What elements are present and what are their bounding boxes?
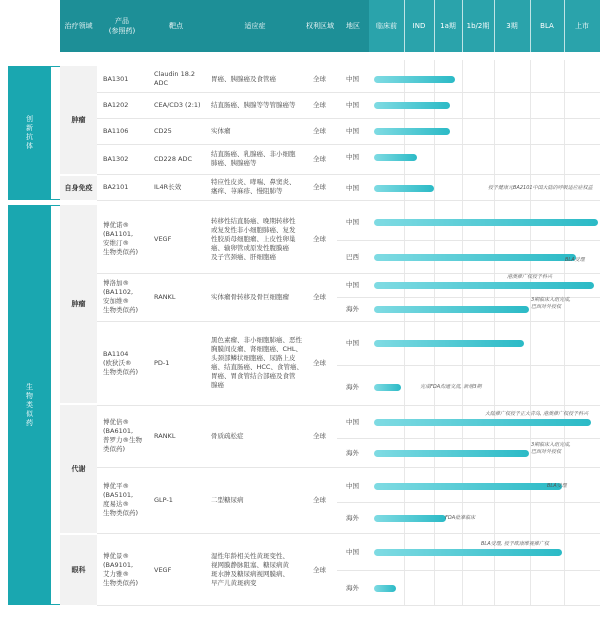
region-label: 中国 (346, 547, 359, 556)
progress-bar (374, 254, 576, 261)
target-name: CD228 ADC (154, 154, 193, 163)
product-name: 博优倍® (BA6101, 普罗力®生物 类似药) (103, 418, 142, 453)
stage-note: 港澳推广权授予科兴 (507, 274, 553, 280)
progress-bar (374, 128, 450, 135)
stage-note: 完成FDA沟通交流, 新增3期 (420, 384, 482, 390)
indication-text: 特应性皮炎、哮喘、鼻窦炎、 瘙痒、荨麻疹、慢阻肺等 (211, 178, 296, 195)
progress-bar (374, 419, 591, 426)
region-label: 海外 (346, 583, 359, 592)
product-name: BA1301 (103, 74, 129, 83)
region-label: 中国 (346, 183, 359, 192)
header-indication: 适应症 (244, 22, 266, 30)
progress-bar (374, 549, 562, 556)
region-label: 中国 (346, 126, 359, 135)
product-name: BA2101 (103, 182, 129, 191)
product-name: BA1104 (欧狄沃® 生物类似药) (103, 349, 139, 376)
indication-text: 二型糖尿病 (211, 495, 244, 504)
region-label: 中国 (346, 338, 359, 347)
category-connector (51, 604, 60, 605)
stage-gridline (494, 60, 495, 605)
progress-bar (374, 185, 434, 192)
target-name: RANKL (154, 431, 176, 440)
stage-gridline (404, 60, 405, 605)
row-separator (97, 321, 600, 322)
sub-row-separator (337, 240, 600, 241)
row-separator (97, 605, 600, 606)
region-label: 中国 (346, 417, 359, 426)
target-name: VEGF (154, 234, 172, 243)
rights-region: 全球 (313, 234, 326, 243)
sub-row-separator (337, 570, 600, 571)
row-separator (97, 144, 600, 145)
progress-bar (374, 515, 446, 522)
row-separator (97, 118, 600, 119)
sub-row-separator (337, 365, 600, 366)
header-stage-divider (494, 0, 495, 52)
rights-region: 全球 (313, 565, 326, 574)
rights-region: 全球 (313, 100, 326, 109)
stage-note: BLA受理 (565, 257, 585, 263)
stage-note: 大陆推广权授予正大青岛, 港澳推广权授予科兴 (485, 411, 589, 417)
target-name: RANKL (154, 292, 176, 301)
target-name: PD-1 (154, 358, 170, 367)
rights-region: 全球 (313, 431, 326, 440)
stage-note: BLA受理, 授予欧康维视推广权 (481, 541, 549, 547)
target-name: CEA/CD3 (2:1) (154, 100, 201, 109)
rights-region: 全球 (313, 358, 326, 367)
product-name: 博优景® (BA9101, 艾力雅® 生物类似药) (103, 552, 139, 587)
progress-bar (374, 306, 529, 313)
target-name: GLP-1 (154, 495, 173, 504)
indication-text: 湿性年龄相关性黄斑变性、 视网膜静脉阻塞、糖尿病黄 斑水肿及糖尿病视网膜病、 早产儿黄斑病变 (211, 552, 289, 587)
header-region: 地区 (346, 22, 360, 30)
product-name: BA1106 (103, 126, 129, 135)
stage-note: FDA批准临床 (445, 515, 476, 521)
area-metabolic: 代谢 (60, 405, 97, 533)
indication-text: 实体瘤 (211, 126, 231, 135)
product-name: BA1302 (103, 154, 129, 163)
stage-note: BLA受理 (547, 483, 567, 489)
header-stage-divider (564, 0, 565, 52)
indication-text: 胃癌、胰腺癌及食管癌 (211, 74, 276, 83)
header-stage-0: 临床前 (369, 0, 404, 52)
progress-bar (374, 219, 598, 226)
region-label: 中国 (346, 280, 359, 289)
header-therapy-area: 治疗领域 (64, 22, 93, 30)
stage-gridline (564, 60, 565, 605)
header-stage-divider (434, 0, 435, 52)
header-rights-region: 权利区域 (306, 22, 334, 30)
target-name: IL4R长效 (154, 182, 182, 191)
rights-region: 全球 (313, 182, 326, 191)
stage-gridline (530, 60, 531, 605)
sub-row-separator (337, 502, 600, 503)
stage-note: 3期临床入组完成, 巴西对外授权 (531, 442, 571, 455)
category-connector (51, 66, 60, 67)
region-label: 中国 (346, 152, 359, 161)
row-separator (97, 174, 600, 175)
header-target: 靶点 (169, 22, 183, 30)
progress-bar (374, 76, 455, 83)
progress-bar (374, 340, 524, 347)
category-connector (51, 199, 60, 200)
region-label: 中国 (346, 74, 359, 83)
area-oncology: 肿瘤 (60, 66, 97, 174)
area-autoimmune: 自身免疫 (60, 176, 97, 200)
header-stage-4: 3期 (494, 0, 530, 52)
indication-text: 结直肠癌、胰腺等等管腺癌等 (211, 100, 296, 109)
header-stage-divider (404, 0, 405, 52)
row-separator (97, 200, 600, 201)
rights-region: 全球 (313, 126, 326, 135)
header-stage-divider (462, 0, 463, 52)
header-stage-1: IND (404, 0, 434, 52)
header-stage-5: BLA (530, 0, 564, 52)
progress-bar (374, 450, 529, 457)
stage-note: 授予健康元BA2101中国大陆的呼吸适应症权益 (488, 185, 593, 191)
progress-bar (374, 483, 562, 490)
product-name: 博优平® (BA5101, 度易达® 生物类似药) (103, 482, 139, 517)
stage-gridline (462, 60, 463, 605)
stage-note: 3期临床入组完成, 巴西对外授权 (531, 297, 571, 310)
progress-bar (374, 154, 417, 161)
region-label: 海外 (346, 513, 359, 522)
header-stage-2: 1a期 (434, 0, 462, 52)
header-product: 产品 (参照药) (108, 17, 136, 35)
region-label: 海外 (346, 382, 359, 391)
progress-bar (374, 102, 450, 109)
area-oncology-biosimilar: 肿瘤 (60, 205, 97, 403)
header-stage-6: 上市 (564, 0, 600, 52)
target-name: CD25 (154, 126, 172, 135)
region-label: 巴西 (346, 252, 359, 261)
region-label: 中国 (346, 481, 359, 490)
rights-region: 全球 (313, 495, 326, 504)
stage-gridline (434, 60, 435, 605)
category-biosimilar: 生物类似药 (8, 205, 51, 605)
product-name: 博优诺® (BA1101, 安维汀® 生物类似药) (103, 221, 139, 256)
category-connector (51, 205, 60, 206)
region-label: 中国 (346, 100, 359, 109)
row-separator (97, 405, 600, 406)
region-label: 海外 (346, 304, 359, 313)
rights-region: 全球 (313, 292, 326, 301)
indication-text: 结直肠癌、乳腺癌、非小细胞 肺癌、胰腺癌等 (211, 150, 296, 167)
category-innovative-antibody: 创新抗体 (8, 66, 51, 200)
product-name: 博洛加® (BA1102, 安加维® 生物类似药) (103, 279, 139, 314)
region-label: 海外 (346, 448, 359, 457)
indication-text: 转移性结直肠癌、晚期转移性 或复发性非小细胞肺癌、复发 性胶质母细胞瘤、上皮性卵巢 癌、输卵管或原发性腹膜癌 及子宫颈癌、肝细胞癌 (211, 216, 296, 261)
row-separator (97, 92, 600, 93)
header-stage-divider (530, 0, 531, 52)
rights-region: 全球 (313, 154, 326, 163)
row-separator (97, 533, 600, 534)
indication-text: 黑色素瘤、非小细胞肺癌、恶性 胸膜间皮瘤、肾细胞癌、CHL、 头颈部鳞状细胞癌、尿路上皮 癌、结直肠癌、HCC、食管癌、 胃癌、胃食管结合部癌及食管 腺癌 (211, 336, 303, 389)
progress-bar (374, 282, 594, 289)
row-separator (97, 467, 600, 468)
target-name: Claudin 18.2 ADC (154, 70, 196, 87)
indication-text: 实体瘤骨转移及骨巨细胞瘤 (211, 292, 289, 301)
progress-bar (374, 585, 396, 592)
sub-row-separator (337, 438, 600, 439)
area-ophthalmology: 眼科 (60, 535, 97, 605)
region-label: 中国 (346, 217, 359, 226)
rights-region: 全球 (313, 74, 326, 83)
header-stage-3: 1b/2期 (462, 0, 494, 52)
target-name: VEGF (154, 565, 172, 574)
indication-text: 骨质疏松症 (211, 431, 244, 440)
product-name: BA1202 (103, 100, 129, 109)
progress-bar (374, 384, 401, 391)
